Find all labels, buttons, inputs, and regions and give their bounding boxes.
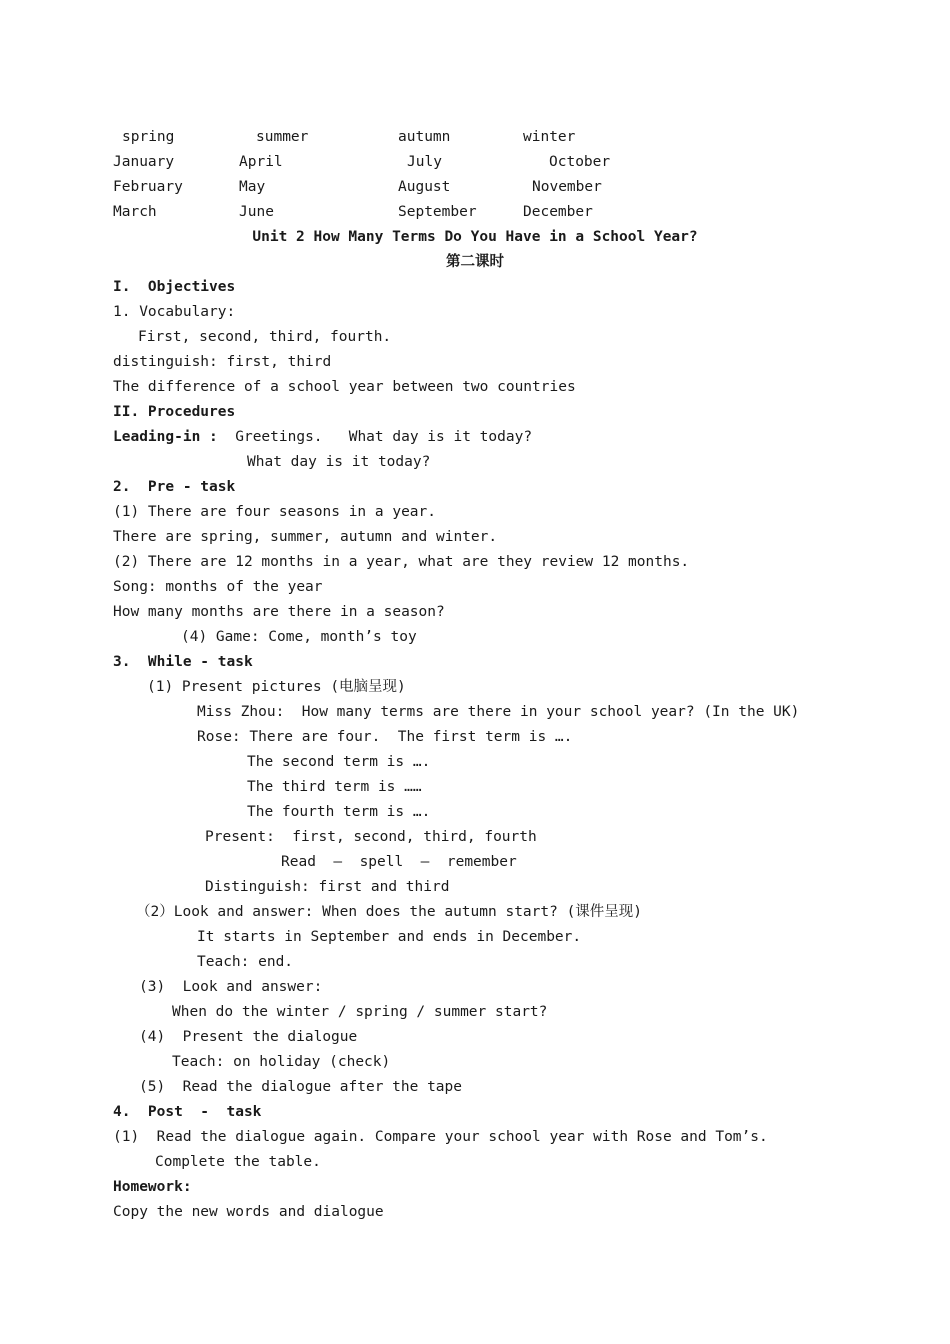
month-cell: March [113, 204, 157, 220]
while-distinguish: Distinguish: first and third [205, 879, 450, 895]
objectives-heading: I. Objectives [113, 279, 236, 295]
month-cell: October [549, 154, 611, 170]
month-cell: August [398, 179, 451, 195]
month-cell: January [113, 154, 175, 170]
month-cell: February [113, 179, 183, 195]
month-cell: November [532, 179, 602, 195]
post-task-heading: 4. Post - task [113, 1104, 262, 1120]
while-read-spell: Read – spell – remember [281, 854, 517, 870]
homework-text: Copy the new words and dialogue [113, 1204, 384, 1220]
pre-task-heading: 2. Pre - task [113, 479, 236, 495]
leading-in-text: Greetings. What day is it today? [235, 429, 533, 445]
while-rose: Rose: There are four. The first term is …. [197, 729, 573, 745]
leading-in-text-2: What day is it today? [247, 454, 431, 470]
month-cell: July [407, 154, 442, 170]
homework-heading: Homework: [113, 1179, 192, 1195]
season-header-spring: spring [122, 129, 175, 145]
procedures-heading: II. Procedures [113, 404, 236, 420]
season-header-autumn: autumn [398, 129, 451, 145]
while-read-dialogue: (5) Read the dialogue after the tape [139, 1079, 463, 1095]
while-miss-zhou: Miss Zhou: How many terms are there in your school year? (In the UK) [197, 704, 800, 720]
distinguish-line: distinguish: first, third [113, 354, 332, 370]
month-cell: June [239, 204, 274, 220]
while-fourth-term: The fourth term is …. [247, 804, 431, 820]
month-cell: December [523, 204, 593, 220]
month-cell: September [398, 204, 477, 220]
pre-task-line: (2) There are 12 months in a year, what are they review 12 months. [113, 554, 690, 570]
while-look-answer-2: （2）Look and answer: When does the autumn start? (课件呈现) [136, 904, 643, 920]
vocab-words: First, second, third, fourth. [138, 329, 392, 345]
page-title: Unit 2 How Many Terms Do You Have in a School Year? [252, 229, 698, 245]
while-present-pictures: (1) Present pictures (电脑呈现) [147, 679, 406, 695]
pre-task-line: (1) There are four seasons in a year. [113, 504, 437, 520]
while-starts-ends: It starts in September and ends in December. [197, 929, 582, 945]
page-subtitle: 第二课时 [446, 254, 504, 270]
leading-in-label: Leading-in : [113, 429, 218, 445]
month-cell: May [239, 179, 266, 195]
while-teach-holiday: Teach: on holiday (check) [172, 1054, 391, 1070]
while-look-answer-3: (3) Look and answer: [139, 979, 323, 995]
difference-line: The difference of a school year between two countries [113, 379, 576, 395]
while-second-term: The second term is …. [247, 754, 431, 770]
pre-task-line: How many months are there in a season? [113, 604, 445, 620]
pre-task-line: Song: months of the year [113, 579, 323, 595]
pre-task-game: (4) Game: Come, month’s toy [181, 629, 417, 645]
leading-in-line [113, 425, 532, 450]
vocab-label: 1. Vocabulary: [113, 304, 236, 320]
season-header-winter: winter [523, 129, 576, 145]
post-task-complete: Complete the table. [155, 1154, 321, 1170]
while-task-heading: 3. While - task [113, 654, 253, 670]
season-header-summer: summer [256, 129, 309, 145]
while-seasons-start: When do the winter / spring / summer start? [172, 1004, 548, 1020]
month-cell: April [239, 154, 283, 170]
while-teach-end: Teach: end. [197, 954, 294, 970]
while-present-words: Present: first, second, third, fourth [205, 829, 537, 845]
while-present-dialogue: (4) Present the dialogue [139, 1029, 358, 1045]
pre-task-line: There are spring, summer, autumn and winter. [113, 529, 498, 545]
while-third-term: The third term is …… [247, 779, 422, 795]
post-task-compare: (1) Read the dialogue again. Compare your school year with Rose and Tom’s. [113, 1129, 768, 1145]
